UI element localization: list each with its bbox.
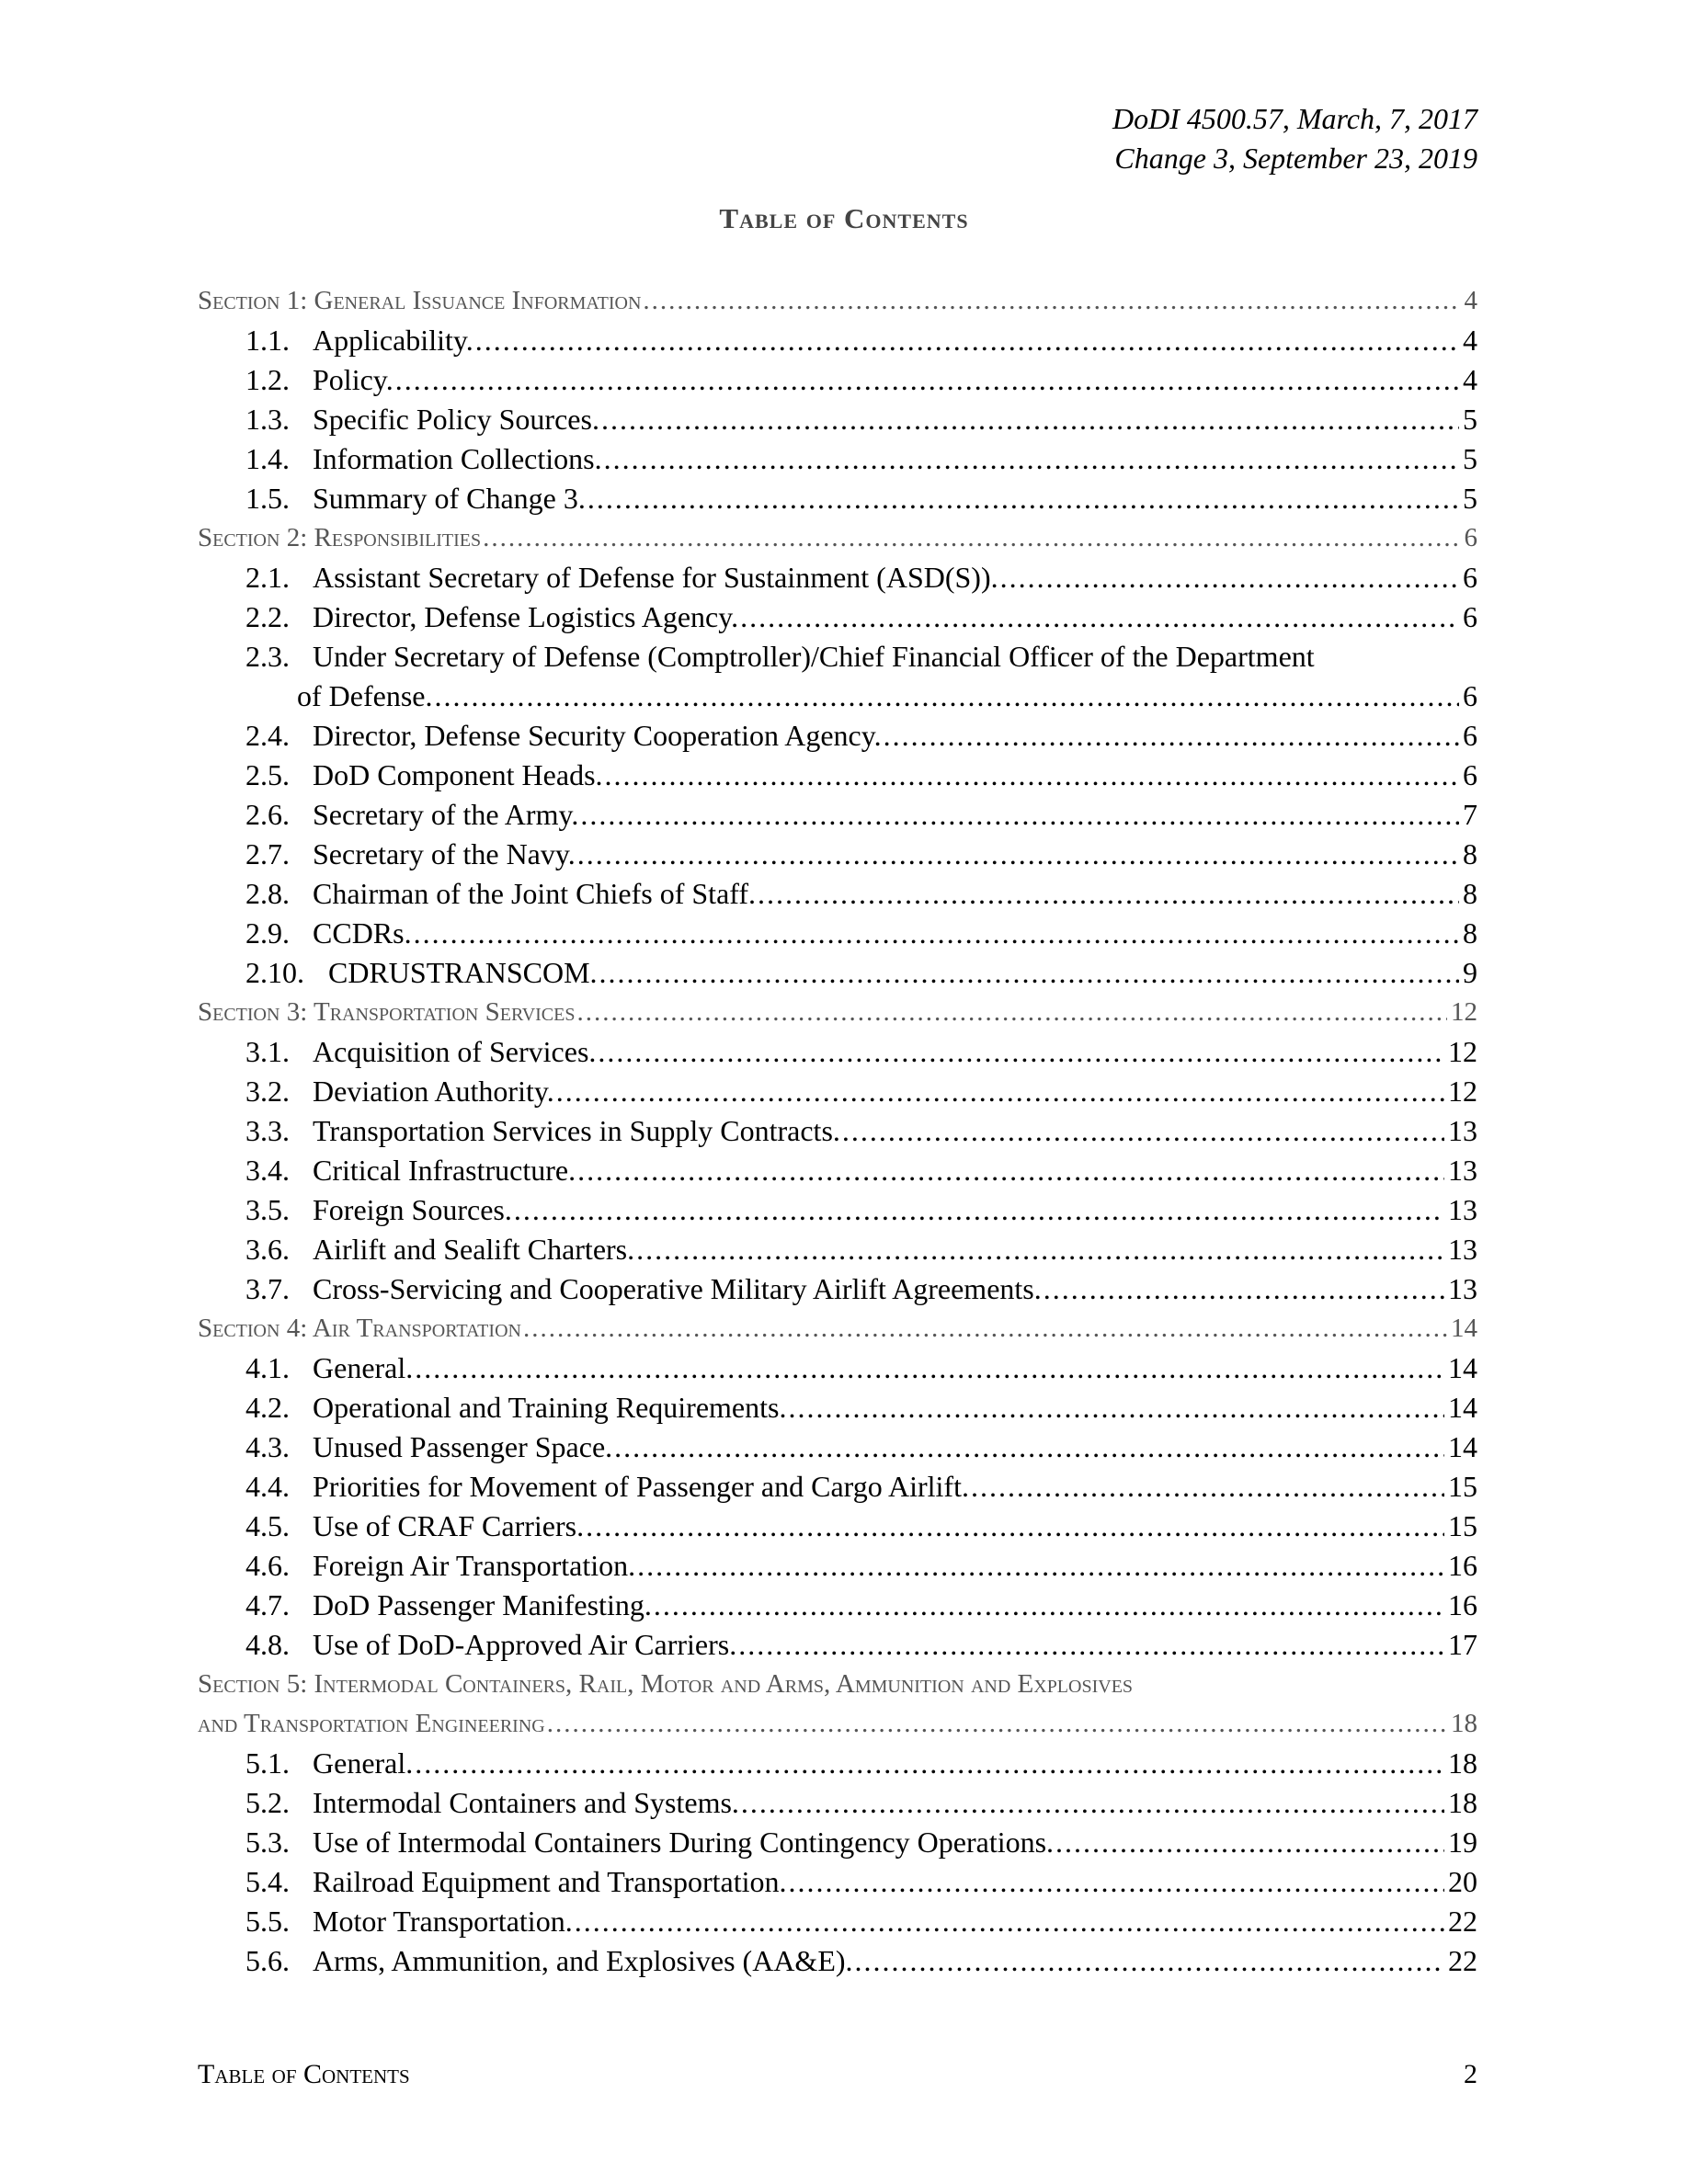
toc-entry-title: Secretary of the Army. xyxy=(313,798,579,831)
toc-entry-number: 5.4. xyxy=(245,1865,290,1898)
toc-entry-title: Arms, Ammunition, and Explosives (AA&E). xyxy=(313,1944,853,1977)
toc-entry[interactable] xyxy=(198,1586,1477,1625)
toc-entry[interactable] xyxy=(198,1269,1477,1309)
document-id: DoDI 4500.57, March, 7, 2017 xyxy=(1112,102,1477,135)
toc-page-number: 13 xyxy=(1448,1114,1477,1147)
toc-entry[interactable] xyxy=(198,914,1477,953)
toc-page-number: 8 xyxy=(1463,916,1477,950)
toc-entry-title: Unused Passenger Space. xyxy=(313,1430,613,1463)
toc-entry-title: Director, Defense Logistics Agency. xyxy=(313,600,739,633)
toc-entry-number: 2.10. xyxy=(245,956,304,989)
toc-entry-number: 4.2. xyxy=(245,1391,290,1424)
toc-entry[interactable] xyxy=(198,637,1477,677)
toc-entry-title: Specific Policy Sources. xyxy=(313,403,599,436)
toc-entry-number: 4.1. xyxy=(245,1351,290,1384)
toc-section-title-continued: and Transportation Engineering xyxy=(198,1709,545,1738)
table-of-contents xyxy=(198,281,1477,1981)
toc-entry-number: 2.6. xyxy=(245,798,290,831)
toc-entry-title: DoD Passenger Manifesting. xyxy=(313,1588,652,1621)
toc-entry-title: Use of DoD-Approved Air Carriers. xyxy=(313,1628,737,1661)
toc-entry-continuation[interactable] xyxy=(198,677,1477,716)
toc-entry[interactable] xyxy=(198,1072,1477,1111)
toc-page-number: 19 xyxy=(1448,1826,1477,1859)
toc-entry-title: Operational and Training Requirements. xyxy=(313,1391,787,1424)
toc-entry[interactable] xyxy=(198,597,1477,637)
toc-page-number: 4 xyxy=(1463,363,1477,396)
footer-page-number: 2 xyxy=(1464,2059,1477,2089)
toc-entry[interactable] xyxy=(198,1467,1477,1507)
toc-entry[interactable] xyxy=(198,953,1477,993)
toc-entry-title: Cross-Servicing and Cooperative Military Airlift Agreements. xyxy=(313,1272,1042,1305)
toc-entry[interactable] xyxy=(198,1941,1477,1981)
toc-page-number: 13 xyxy=(1448,1233,1477,1266)
toc-entry-title: Deviation Authority. xyxy=(313,1075,554,1108)
document-header xyxy=(1112,99,1477,178)
toc-entry-number: 4.8. xyxy=(245,1628,290,1661)
toc-entry[interactable] xyxy=(198,1348,1477,1388)
toc-entry-title: Secretary of the Navy. xyxy=(313,837,576,870)
toc-entry-title: Intermodal Containers and Systems. xyxy=(313,1786,739,1819)
toc-section[interactable] xyxy=(198,1309,1477,1348)
toc-entry[interactable] xyxy=(198,716,1477,756)
toc-entry-title: Railroad Equipment and Transportation. xyxy=(313,1865,787,1898)
toc-entry[interactable] xyxy=(198,1111,1477,1151)
toc-entry-title: Critical Infrastructure. xyxy=(313,1154,576,1187)
toc-entry-number: 3.4. xyxy=(245,1154,290,1187)
toc-page-number: 5 xyxy=(1463,403,1477,436)
toc-entry-number: 2.1. xyxy=(245,561,290,594)
toc-entry-title-continued: of Defense. xyxy=(297,679,433,712)
toc-entry-title: Motor Transportation. xyxy=(313,1905,573,1938)
toc-page-number: 22 xyxy=(1448,1905,1477,1938)
toc-page-number: 14 xyxy=(1448,1430,1477,1463)
toc-page-number: 4 xyxy=(1463,324,1477,357)
toc-section-title: Section 1: General Issuance Information xyxy=(198,286,642,315)
toc-entry-title: Under Secretary of Defense (Comptroller)/Chief Financial Officer of the Department xyxy=(313,640,1315,673)
page-title: Table of Contents xyxy=(719,202,969,234)
toc-entry[interactable] xyxy=(198,874,1477,914)
toc-page-number: 13 xyxy=(1448,1193,1477,1226)
toc-entry[interactable] xyxy=(198,479,1477,518)
toc-entry-number: 2.9. xyxy=(245,916,290,950)
toc-page-number: 14 xyxy=(1448,1391,1477,1424)
toc-page-number: 17 xyxy=(1448,1628,1477,1661)
toc-entry-number: 1.5. xyxy=(245,482,290,515)
toc-entry[interactable] xyxy=(198,1388,1477,1428)
change-notice: Change 3, September 23, 2019 xyxy=(1114,142,1477,175)
toc-entry-title: Use of Intermodal Containers During Contingency Operations. xyxy=(313,1826,1055,1859)
toc-entry-number: 2.5. xyxy=(245,758,290,791)
toc-entry[interactable] xyxy=(198,1428,1477,1467)
toc-entry[interactable] xyxy=(198,1823,1477,1862)
toc-section-title: Section 2: Responsibilities xyxy=(198,523,482,552)
toc-entry-number: 2.8. xyxy=(245,877,290,910)
toc-entry[interactable] xyxy=(198,1783,1477,1823)
toc-page-number: 16 xyxy=(1448,1549,1477,1582)
toc-page-number: 6 xyxy=(1463,561,1477,594)
toc-entry-title: Policy. xyxy=(313,363,393,396)
footer-label: Table of Contents xyxy=(198,2059,410,2089)
toc-section[interactable] xyxy=(198,281,1477,321)
toc-page-number: 6 xyxy=(1463,719,1477,752)
toc-entry-title: CCDRs. xyxy=(313,916,412,950)
toc-page-number: 18 xyxy=(1448,1786,1477,1819)
toc-entry[interactable] xyxy=(198,321,1477,360)
toc-entry-title: Transportation Services in Supply Contracts. xyxy=(313,1114,840,1147)
toc-page-number: 12 xyxy=(1448,1075,1477,1108)
toc-page-number: 7 xyxy=(1463,798,1477,831)
toc-entry-number: 2.2. xyxy=(245,600,290,633)
toc-entry-title: CDRUSTRANSCOM. xyxy=(328,956,598,989)
toc-page-number: 13 xyxy=(1448,1272,1477,1305)
toc-entry-title: Foreign Air Transportation. xyxy=(313,1549,636,1582)
toc-entry-number: 1.2. xyxy=(245,363,290,396)
toc-entry-number: 4.5. xyxy=(245,1509,290,1542)
toc-entry-number: 5.5. xyxy=(245,1905,290,1938)
toc-page-number: 18 xyxy=(1448,1746,1477,1780)
toc-section-title: Section 4: Air Transportation xyxy=(198,1314,521,1343)
toc-entry-number: 5.2. xyxy=(245,1786,290,1819)
toc-entry[interactable] xyxy=(198,400,1477,439)
toc-entry-title: Summary of Change 3. xyxy=(313,482,586,515)
toc-page-number: 4 xyxy=(1464,286,1477,315)
toc-entry-title: Assistant Secretary of Defense for Sustainment (ASD(S)). xyxy=(313,561,998,594)
toc-entry-title: Chairman of the Joint Chiefs of Staff. xyxy=(313,877,756,910)
toc-entry-number: 2.7. xyxy=(245,837,290,870)
toc-entry-number: 3.6. xyxy=(245,1233,290,1266)
toc-entry-number: 5.1. xyxy=(245,1746,290,1780)
toc-section-title: Section 3: Transportation Services xyxy=(198,997,576,1027)
toc-entry-number: 5.3. xyxy=(245,1826,290,1859)
toc-entry[interactable] xyxy=(198,1230,1477,1269)
toc-entry[interactable] xyxy=(198,439,1477,479)
toc-entry-number: 2.4. xyxy=(245,719,290,752)
toc-section[interactable] xyxy=(198,993,1477,1032)
toc-entry-number: 1.3. xyxy=(245,403,290,436)
toc-entry-title: Applicability. xyxy=(313,324,473,357)
toc-page-number: 5 xyxy=(1463,482,1477,515)
toc-page-number: 12 xyxy=(1448,1035,1477,1068)
toc-entry-title: General. xyxy=(313,1746,414,1780)
toc-page-number: 13 xyxy=(1448,1154,1477,1187)
toc-page-number: 5 xyxy=(1463,442,1477,475)
toc-page-number: 22 xyxy=(1448,1944,1477,1977)
toc-page-number: 14 xyxy=(1451,1314,1477,1343)
toc-entry-number: 3.1. xyxy=(245,1035,290,1068)
toc-page-number: 6 xyxy=(1463,600,1477,633)
page-footer xyxy=(198,2059,1477,2090)
toc-page-number: 14 xyxy=(1448,1351,1477,1384)
toc-entry[interactable] xyxy=(198,1507,1477,1546)
toc-entry[interactable] xyxy=(198,360,1477,400)
toc-page-number: 6 xyxy=(1463,679,1477,712)
toc-entry[interactable] xyxy=(198,1625,1477,1665)
toc-entry-title: Use of CRAF Carriers. xyxy=(313,1509,585,1542)
toc-entry[interactable] xyxy=(198,1902,1477,1941)
toc-page-number: 15 xyxy=(1448,1470,1477,1503)
toc-entry-number: 5.6. xyxy=(245,1944,290,1977)
toc-entry-title: Foreign Sources. xyxy=(313,1193,512,1226)
toc-section[interactable] xyxy=(198,518,1477,558)
toc-entry-number: 1.1. xyxy=(245,324,290,357)
toc-page-number: 9 xyxy=(1463,956,1477,989)
toc-entry-title: Acquisition of Services. xyxy=(313,1035,597,1068)
toc-entry[interactable] xyxy=(198,558,1477,597)
toc-entry-title: General. xyxy=(313,1351,414,1384)
toc-entry-title: DoD Component Heads. xyxy=(313,758,603,791)
toc-page-number: 16 xyxy=(1448,1588,1477,1621)
toc-page-number: 6 xyxy=(1463,758,1477,791)
toc-entry[interactable] xyxy=(198,756,1477,795)
toc-entry-number: 4.6. xyxy=(245,1549,290,1582)
toc-entry-title: Director, Defense Security Cooperation Agency. xyxy=(313,719,882,752)
toc-section-title: Section 5: Intermodal Containers, Rail, Motor and Arms, Ammunition and Explosives xyxy=(198,1669,1134,1699)
toc-entry-number: 4.3. xyxy=(245,1430,290,1463)
toc-entry-number: 3.3. xyxy=(245,1114,290,1147)
toc-page-number: 20 xyxy=(1448,1865,1477,1898)
toc-entry[interactable] xyxy=(198,1190,1477,1230)
toc-entry[interactable] xyxy=(198,1032,1477,1072)
toc-page-number: 6 xyxy=(1464,523,1477,552)
toc-entry[interactable] xyxy=(198,795,1477,835)
toc-entry[interactable] xyxy=(198,1151,1477,1190)
toc-section-continuation[interactable] xyxy=(198,1704,1477,1744)
toc-entry-title: Priorities for Movement of Passenger and Cargo Airlift. xyxy=(313,1470,969,1503)
toc-section[interactable] xyxy=(198,1665,1477,1704)
toc-entry-number: 3.7. xyxy=(245,1272,290,1305)
toc-entry-number: 1.4. xyxy=(245,442,290,475)
toc-page-number: 12 xyxy=(1451,997,1477,1027)
toc-entry-number: 2.3. xyxy=(245,640,290,673)
toc-entry[interactable] xyxy=(198,1744,1477,1783)
toc-entry-number: 3.2. xyxy=(245,1075,290,1108)
toc-entry-title: Information Collections. xyxy=(313,442,602,475)
toc-page-number: 18 xyxy=(1451,1709,1477,1738)
toc-page-number: 15 xyxy=(1448,1509,1477,1542)
toc-entry-number: 4.7. xyxy=(245,1588,290,1621)
toc-entry-title: Airlift and Sealift Charters. xyxy=(313,1233,635,1266)
toc-entry-number: 4.4. xyxy=(245,1470,290,1503)
toc-page-number: 8 xyxy=(1463,837,1477,870)
toc-entry[interactable] xyxy=(198,835,1477,874)
toc-entry-number: 3.5. xyxy=(245,1193,290,1226)
toc-entry[interactable] xyxy=(198,1546,1477,1586)
toc-entry[interactable] xyxy=(198,1862,1477,1902)
toc-page-number: 8 xyxy=(1463,877,1477,910)
